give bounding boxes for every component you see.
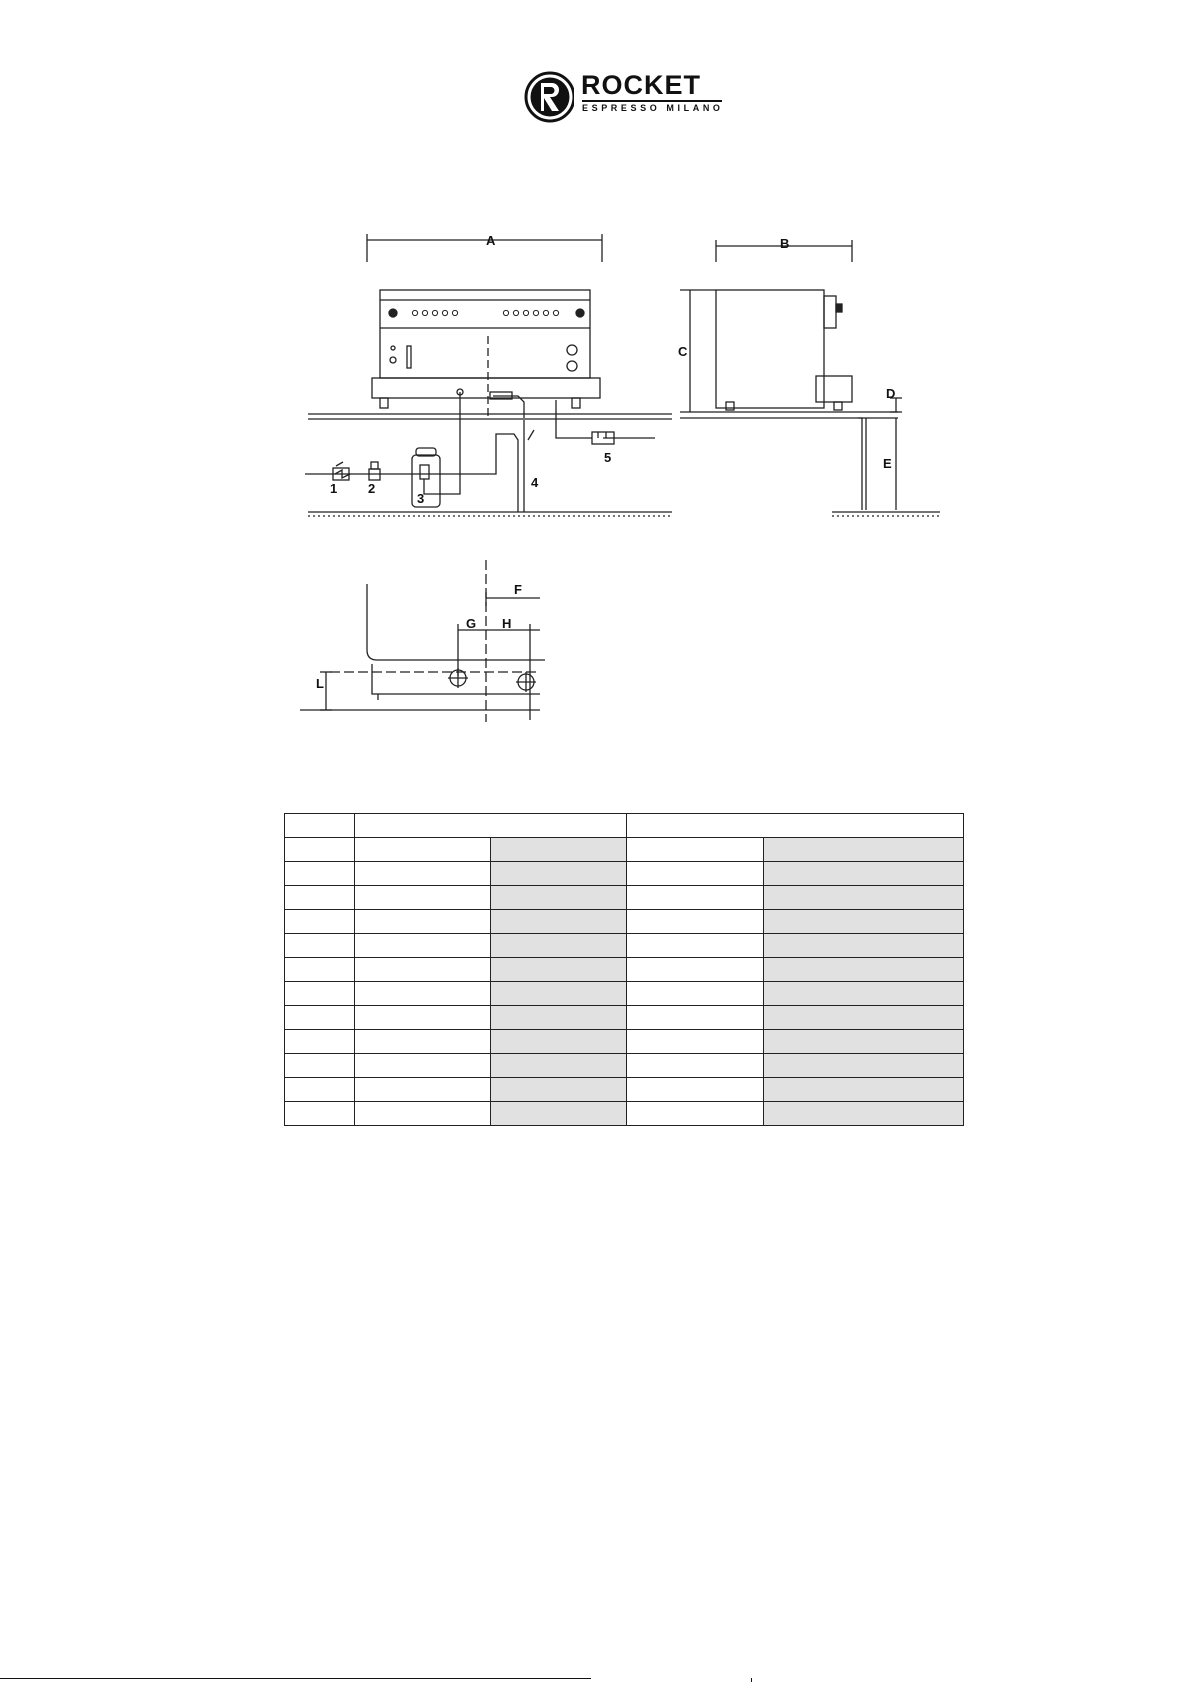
dimension-label: E [883, 456, 892, 471]
table-cell [764, 862, 964, 886]
table-cell [764, 1030, 964, 1054]
table-cell [355, 958, 491, 982]
table-cell [491, 1030, 627, 1054]
table-cell [355, 934, 491, 958]
table-cell [491, 982, 627, 1006]
table-cell [355, 910, 491, 934]
dimension-label: A [486, 233, 496, 248]
installation-drawing [0, 0, 1191, 760]
dimension-label: D [886, 386, 896, 401]
table-row [285, 1102, 964, 1126]
table-cell [764, 958, 964, 982]
table-cell [627, 958, 764, 982]
table-cell [285, 1006, 355, 1030]
table-cell [764, 1078, 964, 1102]
table-header-cell [355, 814, 627, 838]
dimension-label: C [678, 344, 688, 359]
table-cell [355, 982, 491, 1006]
table-cell [627, 910, 764, 934]
table-cell [491, 1078, 627, 1102]
dimension-label: G [466, 616, 477, 631]
table-cell [355, 1030, 491, 1054]
table-row [285, 1006, 964, 1030]
table-cell [285, 1102, 355, 1126]
table-cell [285, 1054, 355, 1078]
table-cell [491, 862, 627, 886]
table-cell [355, 1078, 491, 1102]
table-cell [627, 838, 764, 862]
table-row [285, 862, 964, 886]
brand-name: ROCKET [581, 70, 701, 100]
table-row [285, 958, 964, 982]
dimensions-table [284, 813, 964, 1126]
table-row [285, 838, 964, 862]
dimension-label: B [780, 236, 790, 251]
table-cell [764, 1102, 964, 1126]
table-cell [491, 910, 627, 934]
table-cell [764, 910, 964, 934]
table-cell [764, 934, 964, 958]
component-number: 1 [330, 481, 338, 496]
table-cell [355, 886, 491, 910]
component-number: 5 [604, 450, 612, 465]
table-cell [627, 1006, 764, 1030]
table-cell [491, 934, 627, 958]
footer-tick [751, 1678, 752, 1682]
table-cell [285, 1030, 355, 1054]
table-cell [627, 982, 764, 1006]
dimensions-table-body [285, 814, 964, 1126]
table-cell [285, 910, 355, 934]
table-row [285, 1078, 964, 1102]
component-number: 2 [368, 481, 376, 496]
brand-tagline: ESPRESSO MILANO [582, 103, 724, 113]
table-header-row [285, 814, 964, 838]
table-cell [491, 1006, 627, 1030]
table-cell [285, 838, 355, 862]
table-header-cell [285, 814, 355, 838]
table-cell [627, 1078, 764, 1102]
table-cell [627, 934, 764, 958]
component-number: 3 [417, 491, 425, 506]
dimension-label: L [316, 676, 324, 691]
table-cell [491, 1102, 627, 1126]
dimension-label: F [514, 582, 522, 597]
table-cell [764, 1054, 964, 1078]
table-cell [355, 1054, 491, 1078]
table-cell [627, 886, 764, 910]
table-cell [491, 838, 627, 862]
table-cell [491, 886, 627, 910]
table-cell [491, 958, 627, 982]
table-cell [627, 1030, 764, 1054]
table-cell [355, 838, 491, 862]
table-cell [491, 1054, 627, 1078]
table-cell [285, 886, 355, 910]
dimension-label: H [502, 616, 512, 631]
footer-rule [0, 1678, 591, 1679]
table-cell [627, 1102, 764, 1126]
table-cell [285, 958, 355, 982]
table-cell [764, 1006, 964, 1030]
table-header-cell [627, 814, 964, 838]
table-cell [285, 1078, 355, 1102]
table-cell [355, 1006, 491, 1030]
table-row [285, 886, 964, 910]
table-cell [355, 1102, 491, 1126]
table-cell [764, 886, 964, 910]
table-cell [764, 982, 964, 1006]
table-cell [355, 862, 491, 886]
component-number: 4 [531, 475, 539, 490]
table-row [285, 982, 964, 1006]
table-cell [285, 862, 355, 886]
table-row [285, 1030, 964, 1054]
table-cell [285, 934, 355, 958]
table-cell [285, 982, 355, 1006]
table-row [285, 910, 964, 934]
table-cell [627, 1054, 764, 1078]
table-row [285, 1054, 964, 1078]
table-cell [764, 838, 964, 862]
table-row [285, 934, 964, 958]
table-cell [627, 862, 764, 886]
